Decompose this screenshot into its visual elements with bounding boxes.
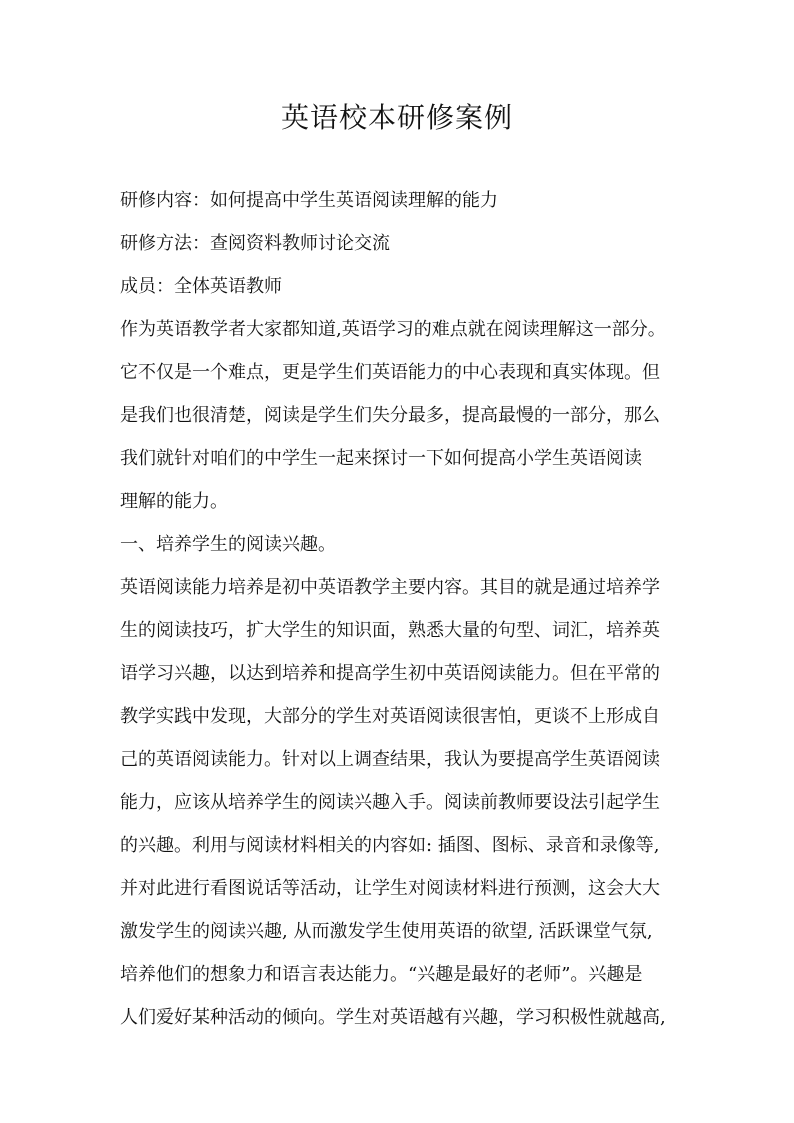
intro-line: 它不仅是一个难点，更是学生们英语能力的中心表现和真实体现。但 [120,362,660,383]
section-line: 人们爱好某种活动的倾向。学生对英语越有兴趣，学习积极性就越高, [120,1007,666,1028]
section-line: 生的阅读技巧，扩大学生的知识面，熟悉大量的句型、词汇，培养英 [120,620,660,641]
section-heading: 一、培养学生的阅读兴趣。 [120,534,336,555]
intro-line: 是我们也很清楚，阅读是学生们失分最多，提高最慢的一部分，那么 [120,405,660,426]
section-line: 己的英语阅读能力。针对以上调查结果，我认为要提高学生英语阅读 [120,749,660,770]
section-line: 教学实践中发现，大部分的学生对英语阅读很害怕，更谈不上形成自 [120,706,660,727]
section-line: 激发学生的阅读兴趣, 从而激发学生使用英语的欲望, 活跃课堂气氛, [120,921,653,942]
intro-line: 作为英语教学者大家都知道,英语学习的难点就在阅读理解这一部分。 [120,319,666,340]
section-line: 英语阅读能力培养是初中英语教学主要内容。其目的就是通过培养学 [120,577,660,598]
section-line: 语学习兴趣，以达到培养和提高学生初中英语阅读能力。但在平常的 [120,663,660,684]
meta-members: 成员：全体英语教师 [120,276,282,297]
document-title: 英语校本研修案例 [280,101,513,134]
meta-method: 研修方法：查阅资料教师讨论交流 [120,233,390,254]
intro-line: 我们就针对咱们的中学生一起来探讨一下如何提高小学生英语阅读 [120,448,642,469]
meta-content: 研修内容：如何提高中学生英语阅读理解的能力 [120,190,498,211]
intro-line: 理解的能力。 [120,491,228,512]
section-line: 的兴趣。利用与阅读材料相关的内容如: 插图、图标、录音和录像等, [120,835,660,856]
section-line: 培养他们的想象力和语言表达能力。“兴趣是最好的老师”。兴趣是 [120,964,643,985]
section-line: 并对此进行看图说话等活动，让学生对阅读材料进行预测，这会大大 [120,878,660,899]
section-line: 能力，应该从培养学生的阅读兴趣入手。阅读前教师要设法引起学生 [120,792,660,813]
